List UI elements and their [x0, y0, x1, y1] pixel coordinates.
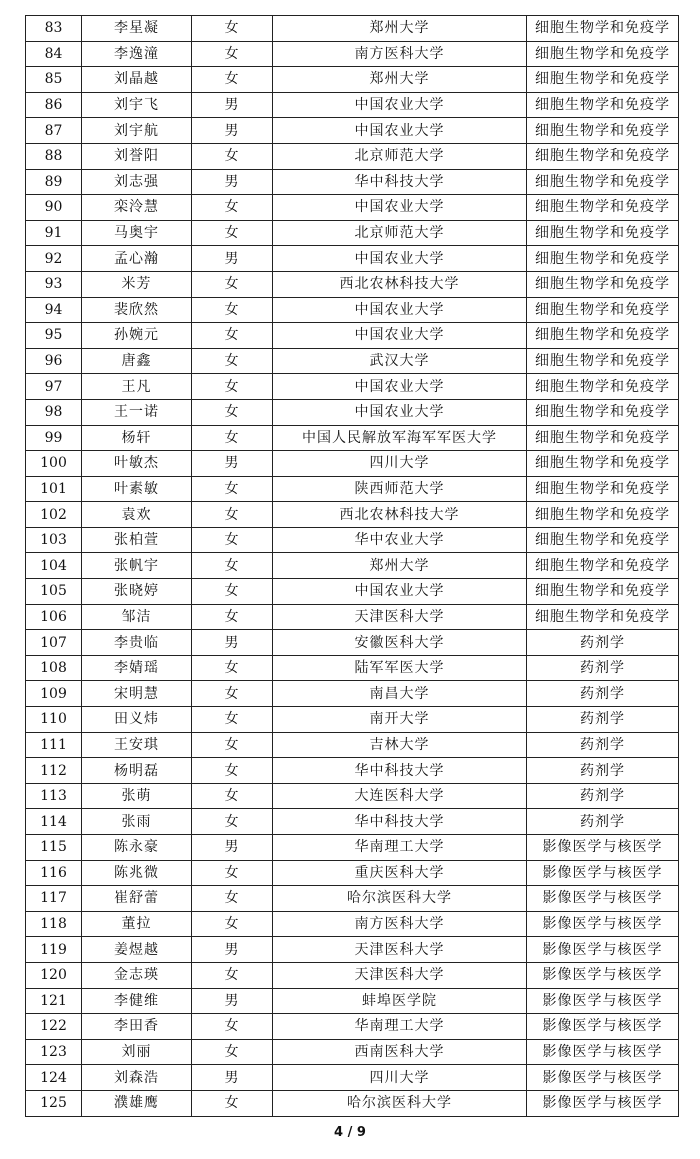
student-school: 天津医科大学 — [273, 937, 527, 963]
page-indicator: 4 / 9 — [334, 1125, 366, 1140]
student-gender: 女 — [192, 374, 273, 400]
row-number: 120 — [26, 962, 82, 988]
student-school: 西南医科大学 — [273, 1039, 527, 1065]
row-number: 108 — [26, 655, 82, 681]
student-school: 华中农业大学 — [273, 527, 527, 553]
student-school: 安徽医科大学 — [273, 630, 527, 656]
student-name: 唐鑫 — [82, 348, 192, 374]
student-school: 哈尔滨医科大学 — [273, 886, 527, 912]
row-number: 111 — [26, 732, 82, 758]
student-name: 刘志强 — [82, 169, 192, 195]
student-major: 细胞生物学和免疫学 — [527, 451, 679, 477]
student-school: 西北农林科技大学 — [273, 502, 527, 528]
student-major: 药剂学 — [527, 707, 679, 733]
table-row — [26, 374, 679, 400]
table-row — [26, 886, 679, 912]
student-roster-table — [25, 15, 679, 1117]
student-major: 细胞生物学和免疫学 — [527, 297, 679, 323]
row-number: 98 — [26, 399, 82, 425]
student-major: 影像医学与核医学 — [527, 911, 679, 937]
student-name: 刘誉阳 — [82, 143, 192, 169]
student-name: 孟心瀚 — [82, 246, 192, 272]
student-name: 陈兆微 — [82, 860, 192, 886]
roster-body — [26, 16, 679, 1117]
student-major: 细胞生物学和免疫学 — [527, 195, 679, 221]
student-name: 刘宇航 — [82, 118, 192, 144]
student-school: 南开大学 — [273, 707, 527, 733]
table-row — [26, 169, 679, 195]
row-number: 94 — [26, 297, 82, 323]
student-name: 邹洁 — [82, 604, 192, 630]
row-number: 112 — [26, 758, 82, 784]
student-name: 张柏萱 — [82, 527, 192, 553]
student-school: 华南理工大学 — [273, 1014, 527, 1040]
row-number: 99 — [26, 425, 82, 451]
row-number: 110 — [26, 707, 82, 733]
student-major: 药剂学 — [527, 681, 679, 707]
student-school: 陕西师范大学 — [273, 476, 527, 502]
table-row — [26, 962, 679, 988]
student-name: 杨明磊 — [82, 758, 192, 784]
row-number: 91 — [26, 220, 82, 246]
row-number: 97 — [26, 374, 82, 400]
student-major: 细胞生物学和免疫学 — [527, 527, 679, 553]
student-name: 袁欢 — [82, 502, 192, 528]
student-school: 南方医科大学 — [273, 911, 527, 937]
table-row — [26, 425, 679, 451]
table-row — [26, 579, 679, 605]
table-row — [26, 681, 679, 707]
table-row — [26, 41, 679, 67]
table-row — [26, 195, 679, 221]
student-name: 王一诺 — [82, 399, 192, 425]
student-school: 哈尔滨医科大学 — [273, 1090, 527, 1116]
student-school: 郑州大学 — [273, 16, 527, 42]
student-gender: 男 — [192, 92, 273, 118]
row-number: 119 — [26, 937, 82, 963]
student-school: 中国农业大学 — [273, 579, 527, 605]
table-row — [26, 1090, 679, 1116]
row-number: 90 — [26, 195, 82, 221]
table-row — [26, 835, 679, 861]
student-name: 刘丽 — [82, 1039, 192, 1065]
student-gender: 女 — [192, 783, 273, 809]
student-name: 马奥宇 — [82, 220, 192, 246]
student-school: 中国人民解放军海军军医大学 — [273, 425, 527, 451]
student-name: 崔舒蕾 — [82, 886, 192, 912]
student-name: 栾泠慧 — [82, 195, 192, 221]
table-row — [26, 937, 679, 963]
student-name: 李逸潼 — [82, 41, 192, 67]
student-name: 陈永豪 — [82, 835, 192, 861]
row-number: 95 — [26, 323, 82, 349]
student-school: 郑州大学 — [273, 67, 527, 93]
student-gender: 女 — [192, 41, 273, 67]
table-row — [26, 118, 679, 144]
student-school: 北京师范大学 — [273, 143, 527, 169]
student-name: 叶敏杰 — [82, 451, 192, 477]
student-major: 影像医学与核医学 — [527, 886, 679, 912]
student-major: 药剂学 — [527, 809, 679, 835]
row-number: 124 — [26, 1065, 82, 1091]
student-major: 细胞生物学和免疫学 — [527, 16, 679, 42]
student-gender: 女 — [192, 143, 273, 169]
row-number: 104 — [26, 553, 82, 579]
student-gender: 女 — [192, 860, 273, 886]
student-name: 王安琪 — [82, 732, 192, 758]
row-number: 105 — [26, 579, 82, 605]
student-name: 杨轩 — [82, 425, 192, 451]
student-gender: 男 — [192, 118, 273, 144]
row-number: 107 — [26, 630, 82, 656]
row-number: 122 — [26, 1014, 82, 1040]
table-row — [26, 16, 679, 42]
student-gender: 男 — [192, 169, 273, 195]
student-major: 细胞生物学和免疫学 — [527, 425, 679, 451]
student-gender: 女 — [192, 527, 273, 553]
table-row — [26, 553, 679, 579]
student-school: 吉林大学 — [273, 732, 527, 758]
student-gender: 女 — [192, 886, 273, 912]
student-gender: 女 — [192, 732, 273, 758]
table-row — [26, 399, 679, 425]
student-name: 张雨 — [82, 809, 192, 835]
student-name: 李贵临 — [82, 630, 192, 656]
row-number: 117 — [26, 886, 82, 912]
row-number: 100 — [26, 451, 82, 477]
student-major: 细胞生物学和免疫学 — [527, 476, 679, 502]
student-gender: 女 — [192, 681, 273, 707]
student-school: 蚌埠医学院 — [273, 988, 527, 1014]
student-gender: 女 — [192, 271, 273, 297]
row-number: 115 — [26, 835, 82, 861]
student-school: 大连医科大学 — [273, 783, 527, 809]
table-row — [26, 527, 679, 553]
student-school: 北京师范大学 — [273, 220, 527, 246]
student-name: 宋明慧 — [82, 681, 192, 707]
student-major: 药剂学 — [527, 758, 679, 784]
student-name: 刘晶越 — [82, 67, 192, 93]
student-major: 细胞生物学和免疫学 — [527, 502, 679, 528]
student-major: 细胞生物学和免疫学 — [527, 118, 679, 144]
student-gender: 女 — [192, 962, 273, 988]
student-major: 影像医学与核医学 — [527, 835, 679, 861]
table-row — [26, 502, 679, 528]
table-row — [26, 451, 679, 477]
row-number: 84 — [26, 41, 82, 67]
student-name: 张萌 — [82, 783, 192, 809]
table-row — [26, 860, 679, 886]
student-gender: 女 — [192, 323, 273, 349]
student-school: 天津医科大学 — [273, 962, 527, 988]
table-row — [26, 630, 679, 656]
student-gender: 女 — [192, 758, 273, 784]
student-school: 四川大学 — [273, 1065, 527, 1091]
table-row — [26, 297, 679, 323]
student-major: 药剂学 — [527, 732, 679, 758]
student-major: 影像医学与核医学 — [527, 988, 679, 1014]
student-school: 中国农业大学 — [273, 374, 527, 400]
table-row — [26, 1014, 679, 1040]
student-gender: 女 — [192, 1090, 273, 1116]
table-row — [26, 655, 679, 681]
student-school: 武汉大学 — [273, 348, 527, 374]
row-number: 118 — [26, 911, 82, 937]
row-number: 101 — [26, 476, 82, 502]
table-row — [26, 92, 679, 118]
student-name: 叶素敏 — [82, 476, 192, 502]
student-name: 李田香 — [82, 1014, 192, 1040]
student-name: 李婧瑶 — [82, 655, 192, 681]
student-school: 中国农业大学 — [273, 195, 527, 221]
table-row — [26, 67, 679, 93]
student-name: 张晓婷 — [82, 579, 192, 605]
student-gender: 男 — [192, 835, 273, 861]
student-gender: 男 — [192, 937, 273, 963]
student-school: 中国农业大学 — [273, 399, 527, 425]
student-school: 南方医科大学 — [273, 41, 527, 67]
student-gender: 男 — [192, 630, 273, 656]
table-row — [26, 271, 679, 297]
student-school: 四川大学 — [273, 451, 527, 477]
table-row — [26, 323, 679, 349]
row-number: 121 — [26, 988, 82, 1014]
student-major: 细胞生物学和免疫学 — [527, 220, 679, 246]
table-row — [26, 246, 679, 272]
student-major: 细胞生物学和免疫学 — [527, 348, 679, 374]
row-number: 89 — [26, 169, 82, 195]
row-number: 125 — [26, 1090, 82, 1116]
student-name: 李健维 — [82, 988, 192, 1014]
student-major: 影像医学与核医学 — [527, 1090, 679, 1116]
student-gender: 女 — [192, 911, 273, 937]
student-name: 张帆宇 — [82, 553, 192, 579]
row-number: 83 — [26, 16, 82, 42]
student-gender: 女 — [192, 655, 273, 681]
student-gender: 男 — [192, 988, 273, 1014]
student-gender: 女 — [192, 220, 273, 246]
student-major: 药剂学 — [527, 655, 679, 681]
student-gender: 男 — [192, 1065, 273, 1091]
student-name: 孙婉元 — [82, 323, 192, 349]
student-major: 细胞生物学和免疫学 — [527, 67, 679, 93]
student-school: 重庆医科大学 — [273, 860, 527, 886]
student-major: 细胞生物学和免疫学 — [527, 246, 679, 272]
student-name: 田义炜 — [82, 707, 192, 733]
table-row — [26, 988, 679, 1014]
row-number: 96 — [26, 348, 82, 374]
student-school: 华中科技大学 — [273, 809, 527, 835]
student-name: 刘宇飞 — [82, 92, 192, 118]
student-school: 南昌大学 — [273, 681, 527, 707]
row-number: 86 — [26, 92, 82, 118]
student-gender: 女 — [192, 476, 273, 502]
student-school: 中国农业大学 — [273, 118, 527, 144]
student-gender: 女 — [192, 553, 273, 579]
table-row — [26, 758, 679, 784]
student-name: 王凡 — [82, 374, 192, 400]
student-school: 天津医科大学 — [273, 604, 527, 630]
row-number: 123 — [26, 1039, 82, 1065]
student-school: 郑州大学 — [273, 553, 527, 579]
student-school: 华中科技大学 — [273, 758, 527, 784]
student-name: 姜煜越 — [82, 937, 192, 963]
row-number: 93 — [26, 271, 82, 297]
student-gender: 女 — [192, 16, 273, 42]
student-gender: 女 — [192, 707, 273, 733]
student-gender: 女 — [192, 348, 273, 374]
student-school: 华南理工大学 — [273, 835, 527, 861]
student-school: 西北农林科技大学 — [273, 271, 527, 297]
student-school: 中国农业大学 — [273, 323, 527, 349]
student-gender: 女 — [192, 425, 273, 451]
student-name: 金志瑛 — [82, 962, 192, 988]
student-major: 细胞生物学和免疫学 — [527, 399, 679, 425]
student-major: 细胞生物学和免疫学 — [527, 143, 679, 169]
row-number: 106 — [26, 604, 82, 630]
student-name: 米芳 — [82, 271, 192, 297]
row-number: 88 — [26, 143, 82, 169]
student-gender: 男 — [192, 246, 273, 272]
row-number: 103 — [26, 527, 82, 553]
student-gender: 女 — [192, 604, 273, 630]
student-major: 细胞生物学和免疫学 — [527, 553, 679, 579]
student-major: 细胞生物学和免疫学 — [527, 323, 679, 349]
student-name: 刘森浩 — [82, 1065, 192, 1091]
student-gender: 女 — [192, 502, 273, 528]
student-major: 药剂学 — [527, 630, 679, 656]
student-gender: 女 — [192, 399, 273, 425]
student-major: 细胞生物学和免疫学 — [527, 41, 679, 67]
student-gender: 女 — [192, 809, 273, 835]
student-name: 李星凝 — [82, 16, 192, 42]
student-major: 细胞生物学和免疫学 — [527, 169, 679, 195]
table-row — [26, 911, 679, 937]
table-row — [26, 1065, 679, 1091]
table-row — [26, 732, 679, 758]
row-number: 109 — [26, 681, 82, 707]
student-major: 细胞生物学和免疫学 — [527, 579, 679, 605]
table-row — [26, 143, 679, 169]
table-row — [26, 1039, 679, 1065]
student-major: 细胞生物学和免疫学 — [527, 92, 679, 118]
table-row — [26, 809, 679, 835]
student-school: 华中科技大学 — [273, 169, 527, 195]
row-number: 102 — [26, 502, 82, 528]
student-gender: 女 — [192, 195, 273, 221]
row-number: 113 — [26, 783, 82, 809]
student-school: 中国农业大学 — [273, 246, 527, 272]
table-row — [26, 783, 679, 809]
student-major: 药剂学 — [527, 783, 679, 809]
student-gender: 女 — [192, 1014, 273, 1040]
student-major: 影像医学与核医学 — [527, 1014, 679, 1040]
student-gender: 女 — [192, 1039, 273, 1065]
student-major: 影像医学与核医学 — [527, 937, 679, 963]
student-major: 影像医学与核医学 — [527, 1039, 679, 1065]
student-major: 影像医学与核医学 — [527, 1065, 679, 1091]
table-row — [26, 348, 679, 374]
student-major: 细胞生物学和免疫学 — [527, 271, 679, 297]
student-major: 细胞生物学和免疫学 — [527, 604, 679, 630]
student-major: 细胞生物学和免疫学 — [527, 374, 679, 400]
row-number: 114 — [26, 809, 82, 835]
row-number: 85 — [26, 67, 82, 93]
student-gender: 女 — [192, 297, 273, 323]
table-row — [26, 604, 679, 630]
table-row — [26, 476, 679, 502]
row-number: 116 — [26, 860, 82, 886]
student-gender: 女 — [192, 579, 273, 605]
student-major: 影像医学与核医学 — [527, 860, 679, 886]
student-school: 中国农业大学 — [273, 92, 527, 118]
student-name: 濮雄鹰 — [82, 1090, 192, 1116]
student-major: 影像医学与核医学 — [527, 962, 679, 988]
student-name: 董拉 — [82, 911, 192, 937]
student-gender: 女 — [192, 67, 273, 93]
row-number: 92 — [26, 246, 82, 272]
student-school: 中国农业大学 — [273, 297, 527, 323]
table-row — [26, 220, 679, 246]
student-name: 裴欣然 — [82, 297, 192, 323]
student-school: 陆军军医大学 — [273, 655, 527, 681]
student-gender: 男 — [192, 451, 273, 477]
table-row — [26, 707, 679, 733]
row-number: 87 — [26, 118, 82, 144]
